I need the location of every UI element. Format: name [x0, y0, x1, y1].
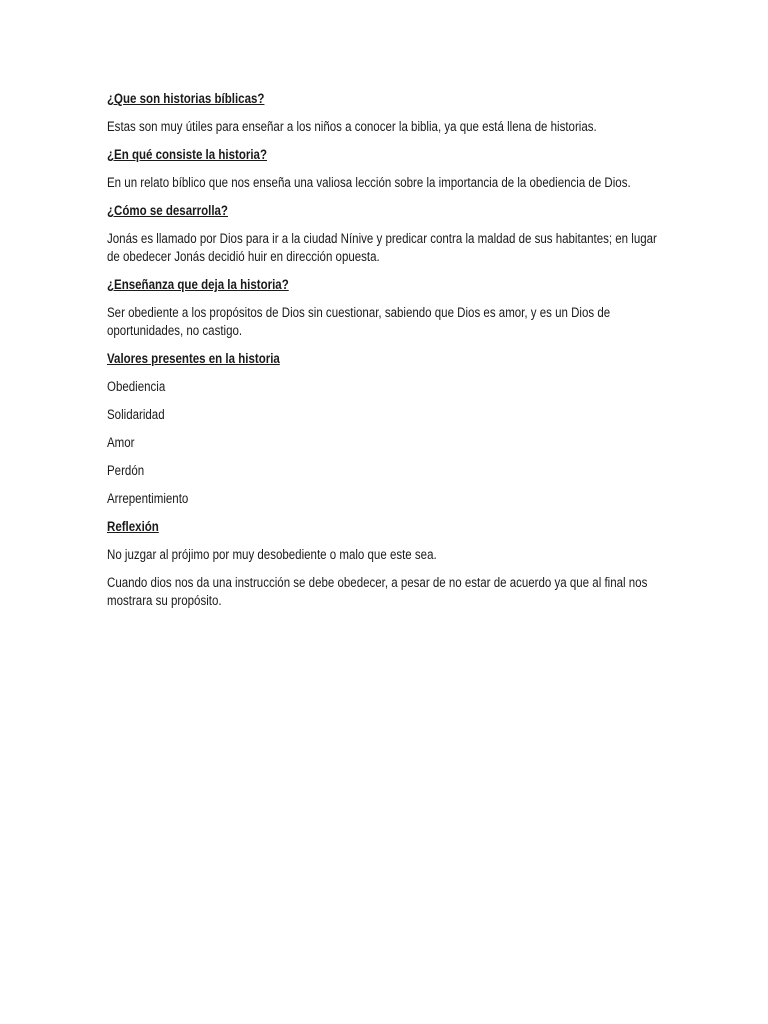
section-text-ensenanza: Ser obediente a los propósitos de Dios sin cuestionar, sabiendo que Dios es amor, y es un Dios de oportunidades, no castigo.	[107, 305, 611, 338]
value-item: Solidaridad	[107, 407, 165, 422]
section-text-desarrolla: Jonás es llamado por Dios para ir a la ciudad Nínive y predicar contra la maldad de sus habitantes; en lugar de obedecer Jonás decidió huir en dirección opuesta.	[107, 231, 657, 264]
value-item: Obediencia	[107, 379, 166, 394]
section-heading-consiste: ¿En qué consiste la historia?	[107, 147, 267, 162]
section-heading-ensenanza: ¿Enseñanza que deja la historia?	[107, 277, 289, 292]
reflection-paragraph: No juzgar al prójimo por muy desobediente o malo que este sea.	[107, 547, 437, 562]
reflection-heading: Reflexión	[107, 519, 159, 534]
value-item: Amor	[107, 435, 135, 450]
section-text-consiste: En un relato bíblico que nos enseña una valiosa lección sobre la importancia de la obediencia de Dios.	[107, 175, 631, 190]
section-text-historias: Estas son muy útiles para enseñar a los niños a conocer la biblia, ya que está llena de historias.	[107, 119, 597, 134]
section-heading-historias: ¿Que son historias bíblicas?	[107, 91, 265, 106]
reflection-paragraph: Cuando dios nos da una instrucción se debe obedecer, a pesar de no estar de acuerdo ya que al final nos mostrara su propósito.	[107, 575, 648, 608]
values-heading: Valores presentes en la historia	[107, 351, 280, 366]
value-item: Arrepentimiento	[107, 491, 189, 506]
document-page	[107, 90, 667, 620]
value-item: Perdón	[107, 463, 145, 478]
section-heading-desarrolla: ¿Cómo se desarrolla?	[107, 203, 228, 218]
